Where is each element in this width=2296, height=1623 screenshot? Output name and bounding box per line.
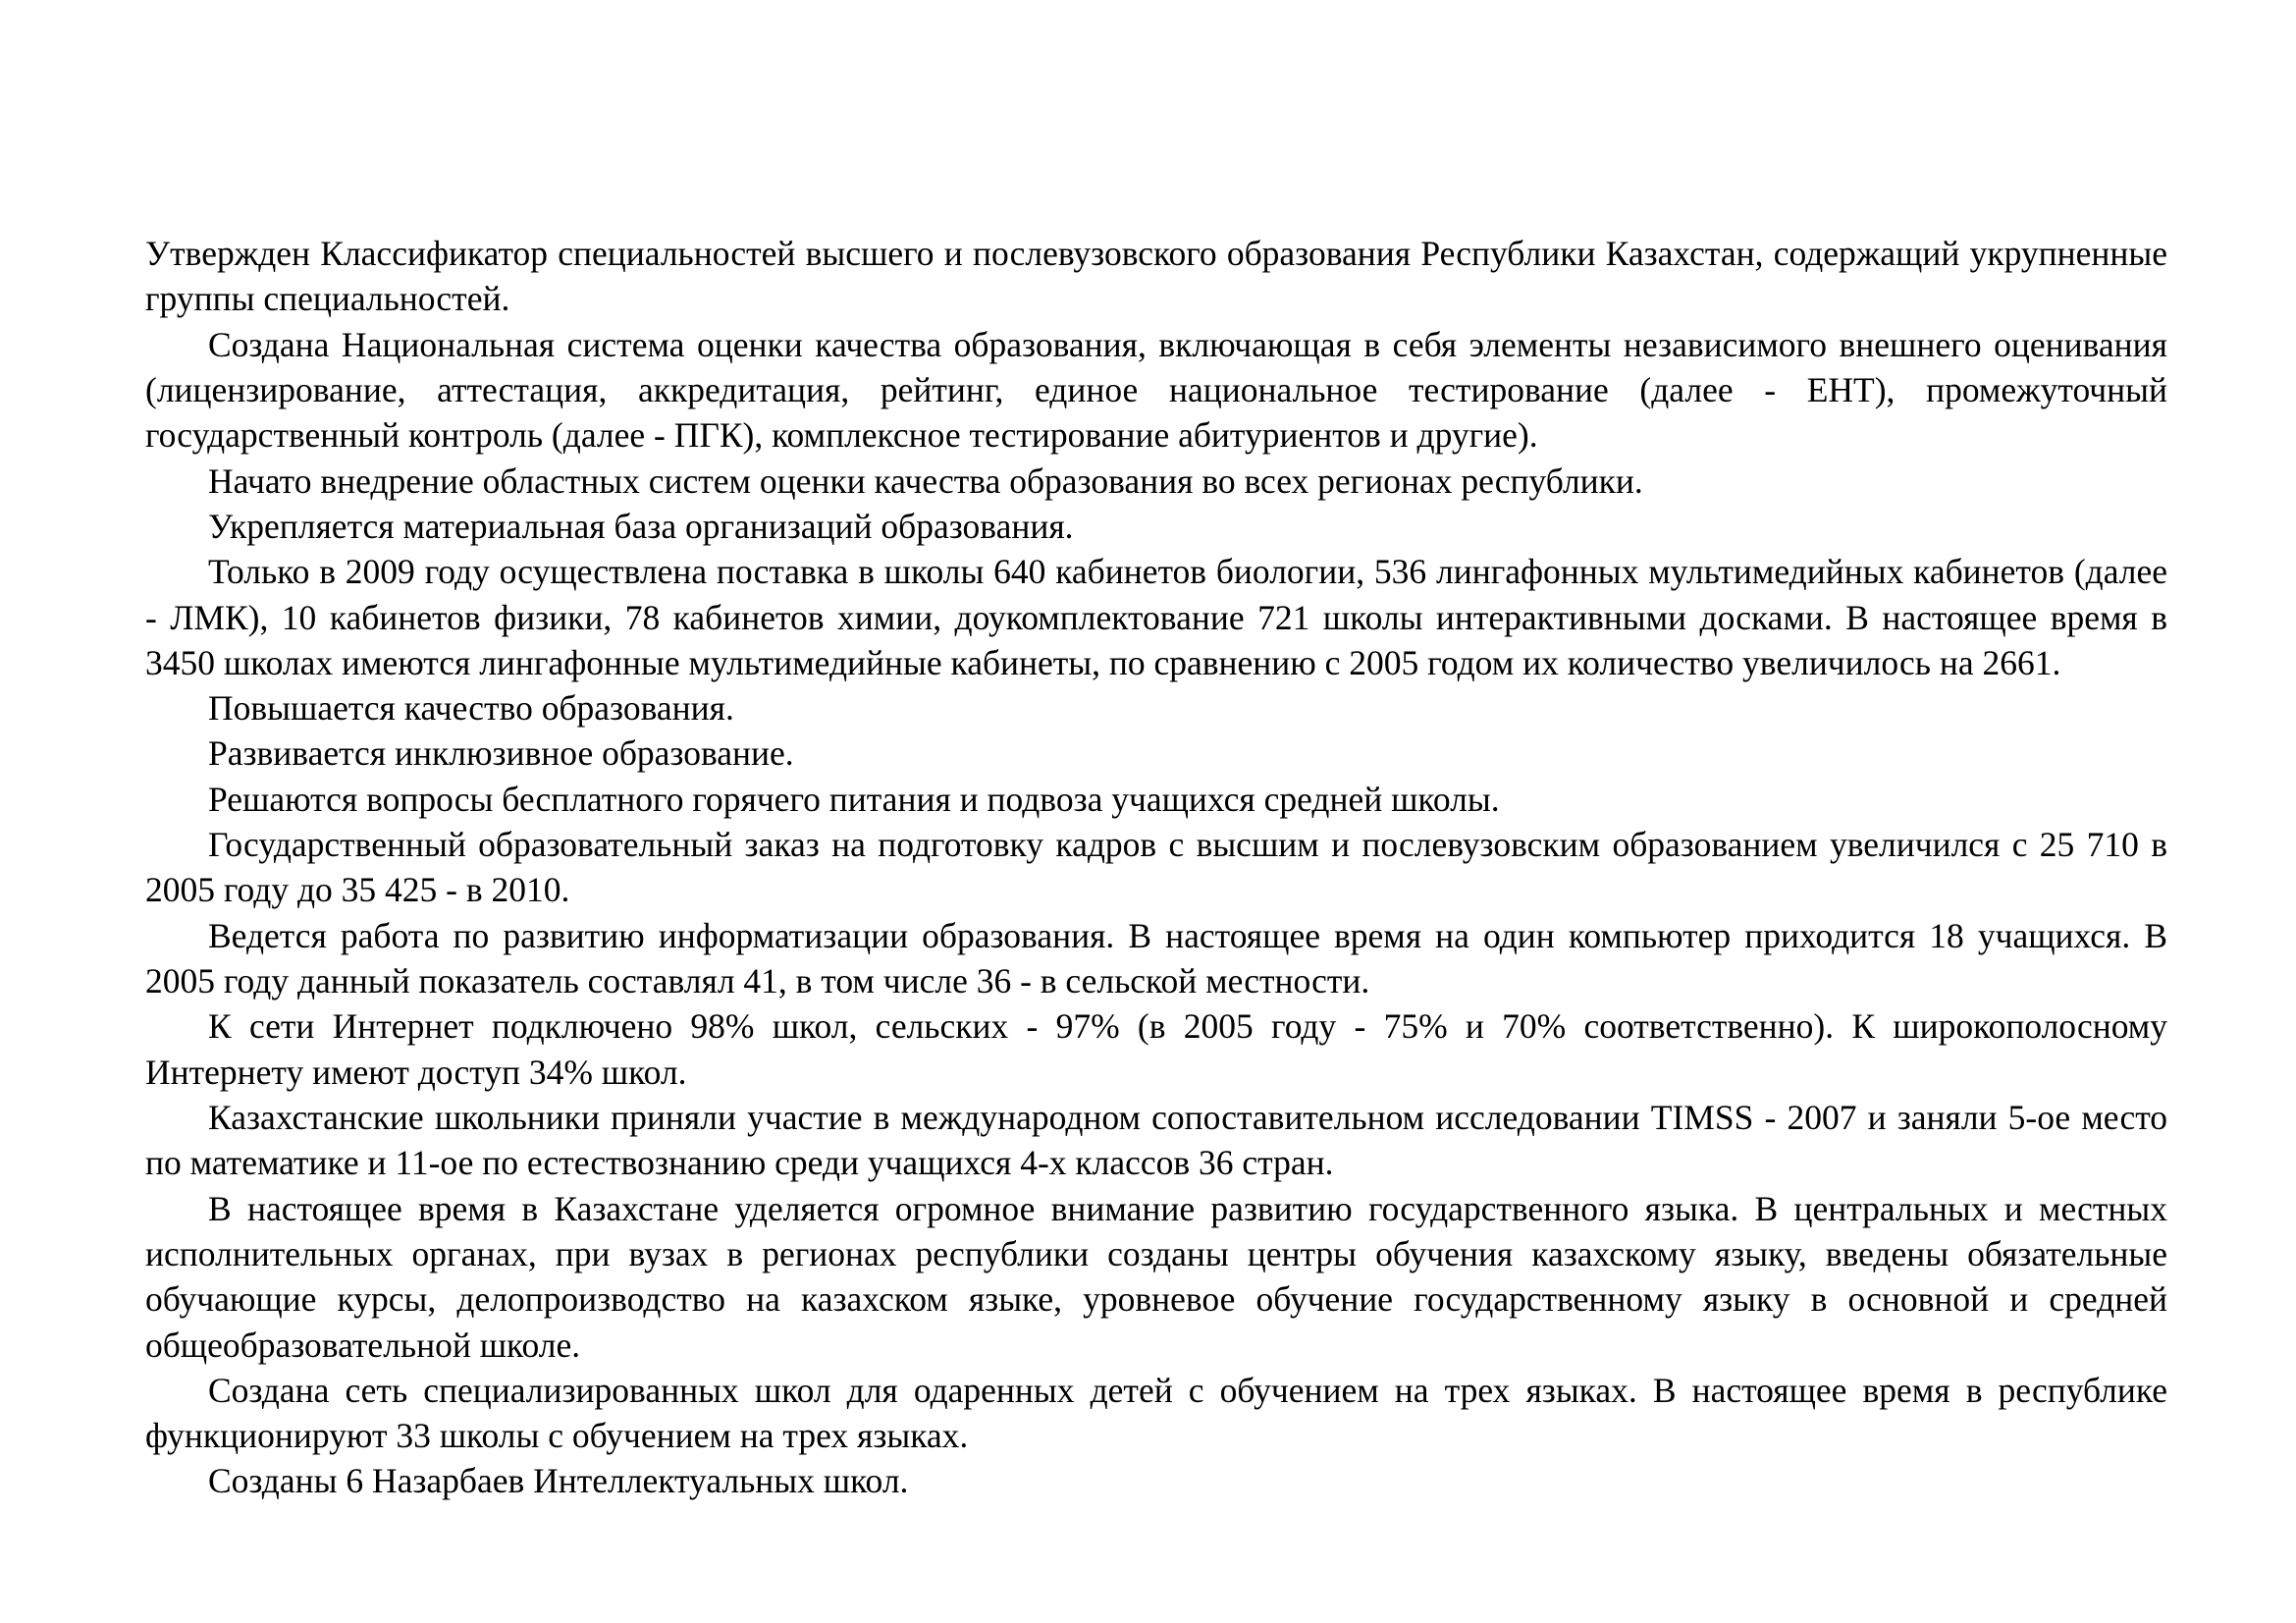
- paragraph: Начато внедрение областных систем оценки качества образования во всех регионах республики.: [208, 460, 1643, 501]
- paragraph: Решаются вопросы бесплатного горячего питания и подвоза учащихся средней школы.: [208, 779, 1500, 819]
- paragraph: Казахстанские школьники приняли участие в международном сопоставительном исследовании TIMSS - 2007 и заняли 5-ое место по математике и 11-ое по естествознанию среди учащихся 4-х классов 36 стран.: [145, 1097, 2167, 1183]
- paragraph: Создана сеть специализированных школ для одаренных детей с обучением на трех языках. В настоящее время в республике функционируют 33 школы с обучением на трех языках.: [145, 1370, 2167, 1456]
- paragraph: Создана Национальная система оценки качества образования, включающая в себя элементы независимого внешнего оценивания (лицензирование, аттестация, аккредитация, рейтинг, единое национальное тестирование (далее - ЕНТ), промежуточный государственный контроль (далее - ПГК), комплексное тестирование абитуриентов и другие).: [145, 324, 2167, 456]
- paragraph: Укрепляется материальная база организаций образования.: [208, 506, 1074, 546]
- document-body: [145, 231, 2167, 1504]
- paragraph: Ведется работа по развитию информатизации образования. В настоящее время на один компьютер приходится 18 учащихся. В 2005 году данный показатель составлял 41, в том числе 36 - в сельской местности.: [145, 915, 2167, 1001]
- paragraph: Государственный образовательный заказ на подготовку кадров с высшим и послевузовским образованием увеличился с 25 710 в 2005 году до 35 425 - в 2010.: [145, 825, 2167, 910]
- paragraph: Созданы 6 Назарбаев Интеллектуальных школ.: [208, 1461, 909, 1501]
- paragraph: Развивается инклюзивное образование.: [208, 733, 794, 774]
- paragraph: Повышается качество образования.: [208, 688, 734, 729]
- paragraph: Утвержден Классификатор специальностей высшего и послевузовского образования Республики Казахстан, содержащий укрупненные группы специальностей.: [145, 234, 2167, 319]
- paragraph: Только в 2009 году осуществлена поставка в школы 640 кабинетов биологии, 536 лингафонных мультимедийных кабинетов (далее - ЛМК), 10 кабинетов физики, 78 кабинетов химии, доукомплектование 721 школы интерактивными досками. В настоящее время в 3450 школах имеются лингафонные мультимедийные кабинеты, по сравнению с 2005 годом их количество увеличилось на 2661.: [145, 552, 2167, 682]
- paragraph: К сети Интернет подключено 98% школ, сельских - 97% (в 2005 году - 75% и 70% соответственно). К широкополосному Интернету имеют доступ 34% школ.: [145, 1006, 2167, 1092]
- paragraph: В настоящее время в Казахстане уделяется огромное внимание развитию государственного языка. В центральных и местных исполнительных органах, при вузах в регионах республики созданы центры обучения казахскому языку, введены обязательные обучающие курсы, делопроизводство на казахском языке, уровневое обучение государственному языку в основной и средней общеобразовательной школе.: [145, 1188, 2167, 1365]
